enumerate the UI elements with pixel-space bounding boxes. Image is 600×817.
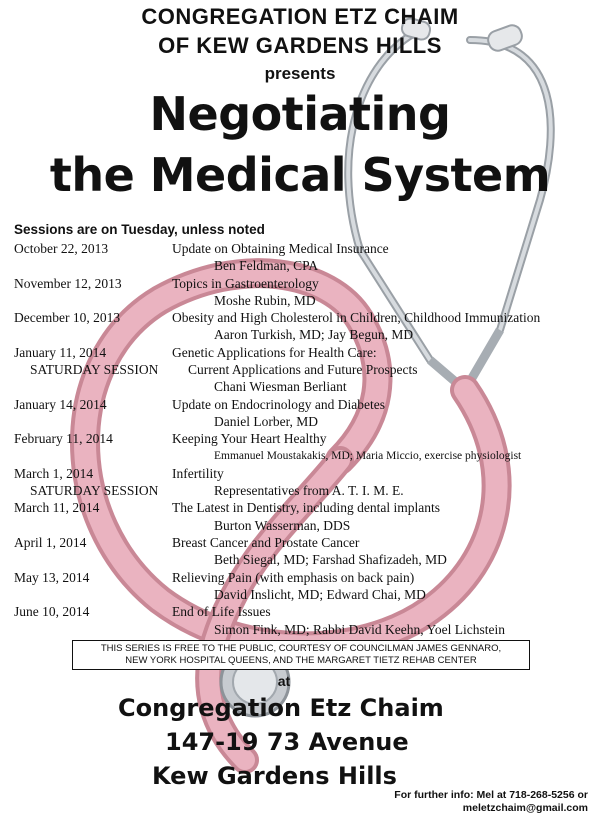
session-title: Update on Obtaining Medical Insurance <box>172 241 389 256</box>
session-date: January 14, 2014 <box>14 396 107 412</box>
at-label: at <box>277 673 291 689</box>
schedule-row <box>14 240 594 275</box>
session-date: October 22, 2013 <box>14 241 109 256</box>
schedule-row <box>14 569 594 604</box>
session-note: SATURDAY SESSION <box>30 483 159 499</box>
free-series-notice <box>72 640 530 670</box>
session-speaker: David Inslicht, MD; Edward Chai, MD <box>214 586 426 602</box>
organizer-name: CONGREGATION ETZ CHAIM <box>141 4 459 29</box>
free-notice-line1: THIS SERIES IS FREE TO THE PUBLIC, COURTESY OF COUNCILMAN JAMES GENNARO, <box>100 643 502 654</box>
session-date: January 11, 2014 <box>14 344 107 360</box>
venue-address: 147-19 73 Avenue <box>165 728 409 756</box>
schedule-row <box>14 603 594 638</box>
schedule-row <box>14 396 594 431</box>
contact-info: For further info: Mel at 718-268-5256 or <box>394 789 588 801</box>
organizer-location: OF KEW GARDENS HILLS <box>158 33 442 58</box>
session-title: Update on Endocrinology and Diabetes <box>172 396 385 412</box>
venue-area: Kew Gardens Hills <box>152 762 397 790</box>
session-title: Infertility <box>172 465 224 481</box>
session-date: May 13, 2014 <box>14 569 90 585</box>
schedule-row <box>14 499 594 534</box>
session-title: Obesity and High Cholesterol in Children, Childhood Immunization <box>172 310 541 326</box>
session-title: Topics in Gastroenterology <box>172 275 319 291</box>
session-date: June 10, 2014 <box>14 604 90 620</box>
session-speaker: Simon Fink, MD; Rabbi David Keehn, Yoel Lichstein <box>214 621 505 637</box>
schedule-row <box>14 344 594 396</box>
session-title: Keeping Your Heart Healthy <box>172 431 327 447</box>
session-speaker: Beth Siegal, MD; Farshad Shafizadeh, MD <box>214 552 447 568</box>
session-schedule <box>14 240 594 638</box>
sessions-note: Sessions are on Tuesday, unless noted <box>14 222 265 237</box>
session-title: End of Life Issues <box>172 604 271 620</box>
event-title-line1: Negotiating <box>149 87 451 141</box>
session-date: November 12, 2013 <box>14 275 122 291</box>
schedule-row <box>14 465 594 500</box>
schedule-row <box>14 275 594 310</box>
session-date: April 1, 2014 <box>14 535 87 551</box>
session-speaker: Moshe Rubin, MD <box>214 292 316 308</box>
session-speaker: Ben Feldman, CPA <box>214 258 319 274</box>
session-note: SATURDAY SESSION <box>30 362 159 378</box>
session-title: Breast Cancer and Prostate Cancer <box>172 535 360 551</box>
session-title: Genetic Applications for Health Care: <box>172 344 377 360</box>
schedule-row <box>14 430 594 465</box>
venue-name: Congregation Etz Chaim <box>118 694 444 722</box>
event-title-line2: the Medical System <box>49 148 551 202</box>
schedule-row <box>14 534 594 569</box>
presents-label: presents <box>264 64 336 83</box>
session-speaker: Burton Wasserman, DDS <box>214 517 351 533</box>
session-subtitle: Current Applications and Future Prospects <box>188 362 418 378</box>
session-date: February 11, 2014 <box>14 431 113 447</box>
session-date: December 10, 2013 <box>14 310 121 326</box>
free-notice-line2: NEW YORK HOSPITAL QUEENS, AND THE MARGARET TIETZ REHAB CENTER <box>125 655 477 666</box>
session-date: March 11, 2014 <box>14 500 100 516</box>
session-speaker: Chani Wiesman Berliant <box>214 379 347 395</box>
session-speaker: Daniel Lorber, MD <box>214 413 319 429</box>
contact-email[interactable]: meletzchaim@gmail.com <box>462 802 588 814</box>
session-title: The Latest in Dentistry, including dental implants <box>172 500 440 516</box>
session-speaker: Aaron Turkish, MD; Jay Begun, MD <box>214 327 414 343</box>
session-title: Relieving Pain (with emphasis on back pain) <box>172 569 415 585</box>
schedule-row <box>14 309 594 344</box>
session-date: March 1, 2014 <box>14 465 94 481</box>
session-speaker: Emmanuel Moustakakis, MD; Maria Miccio, exercise physiologist <box>214 449 522 462</box>
session-speaker: Representatives from A. T. I. M. E. <box>214 483 404 499</box>
